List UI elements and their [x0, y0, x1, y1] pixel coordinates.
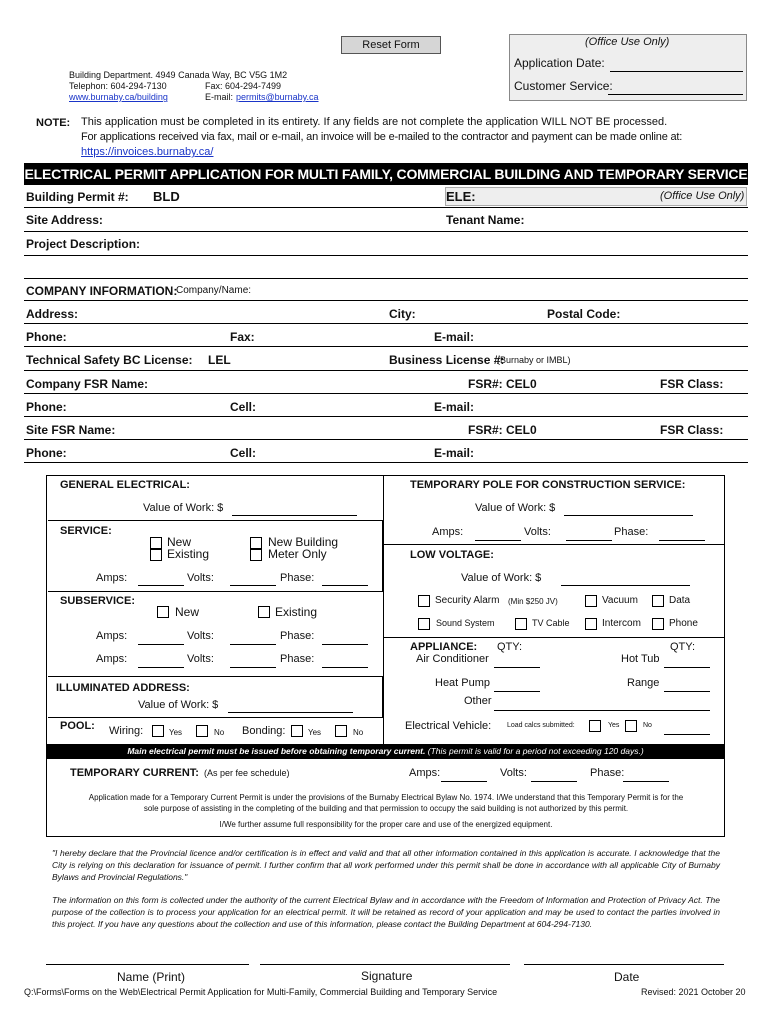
company-name-label: Company/Name: — [176, 285, 252, 296]
ele-office-use: (Office Use Only) — [660, 190, 745, 202]
other-field[interactable] — [494, 710, 710, 711]
temp-pole-phase-field[interactable] — [659, 540, 705, 541]
invoices-link[interactable]: https://invoices.burnaby.ca/ — [81, 146, 214, 158]
service-existing-checkbox[interactable] — [150, 549, 162, 561]
company-fsr-name-label: Company FSR Name: — [26, 377, 149, 391]
illuminated-value-label: Value of Work: $ — [138, 699, 219, 711]
name-print-field[interactable] — [46, 964, 249, 965]
wiring-no-label: No — [214, 728, 225, 737]
sub-phase-label-2: Phase: — [280, 653, 315, 665]
site-fsr-class-label: FSR Class: — [660, 423, 724, 437]
new-building-label: New Building — [268, 535, 339, 549]
sound-system-checkbox[interactable] — [418, 618, 430, 630]
date-label: Date — [614, 970, 640, 984]
wiring-no-checkbox[interactable] — [196, 725, 208, 737]
fsr-number-label: FSR#: CEL0 — [468, 377, 537, 391]
appliance-qty-label-2: QTY: — [670, 641, 696, 653]
illuminated-value-field[interactable] — [228, 712, 353, 713]
air-conditioner-label: Air Conditioner — [416, 653, 489, 665]
meter-only-label: Meter Only — [268, 547, 327, 561]
vacuum-label: Vacuum — [602, 595, 638, 606]
fsr-class-label: FSR Class: — [660, 377, 724, 391]
application-date-field[interactable] — [610, 71, 743, 72]
temp-pole-volts-label: Volts: — [524, 526, 551, 538]
data-checkbox[interactable] — [652, 595, 664, 607]
low-voltage-value-field[interactable] — [561, 585, 690, 586]
temp-current-phase-field[interactable] — [623, 781, 669, 782]
application-date-label: Application Date: — [514, 56, 605, 70]
building-permit-label: Building Permit #: — [26, 190, 129, 204]
temp-pole-amps-label: Amps: — [432, 526, 464, 538]
general-value-field[interactable] — [232, 515, 357, 516]
tsbc-license-label: Technical Safety BC License: — [26, 353, 193, 367]
service-volts-label: Volts: — [187, 572, 214, 584]
customer-service-label: Customer Service: — [514, 79, 613, 93]
security-alarm-label: Security Alarm — [435, 595, 500, 606]
website-link[interactable]: www.burnaby.ca/building — [69, 92, 168, 102]
temp-current-para-1: Application made for a Temporary Current Permit is under the provisions of the Burnaby Electrical Bylaw No. 1974. I/We understand that this Temporary Permit is for the — [88, 793, 684, 802]
low-voltage-heading: LOW VOLTAGE: — [410, 549, 494, 561]
company-info-heading: COMPANY INFORMATION: — [26, 284, 178, 298]
bonding-no-label: No — [353, 728, 364, 737]
heat-pump-qty-field[interactable] — [494, 691, 540, 692]
service-phase-label: Phase: — [280, 572, 315, 584]
service-new-checkbox[interactable] — [150, 537, 162, 549]
new-building-checkbox[interactable] — [250, 537, 262, 549]
sound-system-label: Sound System — [436, 618, 495, 628]
fsr-cell-label: Cell: — [230, 400, 257, 414]
banner-main-text: Main electrical permit must be issued before obtaining temporary current. — [127, 746, 426, 756]
fsr-email-label: E-mail: — [434, 400, 475, 414]
service-amps-field[interactable] — [138, 585, 184, 586]
bld-prefix: BLD — [153, 189, 180, 204]
business-license-note: (Burnaby or IMBL) — [497, 355, 571, 365]
temp-current-amps-label: Amps: — [409, 767, 441, 779]
dept-telephone: Telephon: 604-294-7130 — [69, 81, 167, 91]
sub-phase-label-1: Phase: — [280, 630, 315, 642]
footer-revised: Revised: 2021 October 20 — [641, 987, 746, 997]
service-amps-label: Amps: — [96, 572, 128, 584]
temp-current-volts-field[interactable] — [531, 781, 577, 782]
subservice-new-label: New — [175, 605, 200, 619]
other-label: Other — [464, 695, 492, 707]
temp-pole-amps-field[interactable] — [475, 540, 521, 541]
note-line-2: For applications received via fax, mail or e-mail, an invoice will be e-mailed to the contractor and payment can be made online at: — [81, 131, 683, 143]
privacy-text: The information on this form is collected under the authority of the current Electrical Bylaw and in accordance with the Freedom of Information and Protection of Privacy Act. The purpose of the collection is to process your application for an electrical permit. It will be retained as record of your application and may be used to contact the parties involved in this project. If you have any questions about the collection and use of this information, please contact the Building Department at 604-294-7130. — [52, 895, 720, 929]
meter-only-checkbox[interactable] — [250, 549, 262, 561]
project-description-label: Project Description: — [26, 237, 141, 251]
service-phase-field[interactable] — [322, 585, 368, 586]
load-calcs-yes-label: Yes — [608, 722, 620, 729]
dept-address: Building Department. 4949 Canada Way, BC V5G 1M2 — [69, 70, 288, 80]
temporary-current-heading: TEMPORARY CURRENT: — [70, 767, 199, 779]
pool-heading: POOL: — [60, 720, 95, 732]
temp-current-para-2: sole purpose of assisting in the completing of the building and that permission to occupy the said building is not authorized by this permit. — [143, 804, 629, 813]
email-label-company: E-mail: — [434, 330, 475, 344]
site-address-label: Site Address: — [26, 213, 103, 227]
wiring-yes-checkbox[interactable] — [152, 725, 164, 737]
sub-amps-field-2[interactable] — [138, 667, 184, 668]
customer-service-field[interactable] — [608, 94, 743, 95]
wiring-yes-label: Yes — [169, 728, 183, 737]
subservice-new-checkbox[interactable] — [157, 606, 169, 618]
sub-volts-field-2[interactable] — [230, 667, 276, 668]
reset-form-button[interactable]: Reset Form — [341, 36, 441, 54]
site-cell-label: Cell: — [230, 446, 257, 460]
fax-label: Fax: — [230, 330, 255, 344]
address-label: Address: — [26, 307, 79, 321]
signature-field[interactable] — [260, 964, 510, 965]
temp-current-phase-label: Phase: — [590, 767, 625, 779]
vacuum-checkbox[interactable] — [585, 595, 597, 607]
load-calcs-no-label: No — [643, 722, 652, 729]
subservice-heading: SUBSERVICE: — [60, 595, 135, 607]
temporary-current-banner — [46, 744, 725, 759]
temp-pole-heading: TEMPORARY POLE FOR CONSTRUCTION SERVICE: — [410, 479, 686, 491]
service-new-label: New — [167, 535, 192, 549]
temp-pole-value-field[interactable] — [564, 515, 693, 516]
ele-label: ELE: — [446, 189, 476, 204]
business-license-label: Business License #: — [389, 353, 505, 367]
site-email-label: E-mail: — [434, 446, 475, 460]
service-existing-label: Existing — [167, 547, 210, 561]
city-label: City: — [389, 307, 416, 321]
bonding-yes-label: Yes — [308, 728, 322, 737]
tv-cable-checkbox[interactable] — [515, 618, 527, 630]
sub-amps-label-2: Amps: — [96, 653, 128, 665]
intercom-checkbox[interactable] — [585, 618, 597, 630]
data-label: Data — [669, 595, 691, 606]
declaration-text: "I hereby declare that the Provincial licence and/or certification is in effect and valid and that all other information contained in this application is accurate. I acknowledge that the City is relying on this declaration for issuance of permit. I further confirm that all work performed under this permit shall be done in accordance with all applicable City of Burnaby Bylaws and Provincial Regulations." — [52, 848, 720, 882]
load-calcs-yes-checkbox[interactable] — [589, 720, 601, 732]
illuminated-address-heading: ILLUMINATED ADDRESS: — [56, 682, 190, 694]
name-print-label: Name (Print) — [117, 970, 186, 984]
signature-label: Signature — [361, 969, 413, 983]
site-fsr-number-label: FSR#: CEL0 — [468, 423, 537, 437]
lel-prefix: LEL — [208, 353, 231, 367]
dept-fax: Fax: 604-294-7499 — [205, 81, 282, 91]
heat-pump-label: Heat Pump — [435, 677, 491, 689]
footer-path: Q:\Forms\Forms on the Web\Electrical Permit Application for Multi-Family, Commercial Building and Temporary Service — [24, 987, 498, 997]
sub-volts-label-1: Volts: — [187, 630, 214, 642]
service-heading: SERVICE: — [60, 525, 112, 537]
temp-current-amps-field[interactable] — [441, 781, 487, 782]
date-field[interactable] — [524, 964, 724, 965]
hot-tub-qty-field[interactable] — [664, 667, 710, 668]
range-qty-field[interactable] — [664, 691, 710, 692]
sub-amps-field-1[interactable] — [138, 644, 184, 645]
sub-phase-field-2[interactable] — [322, 667, 368, 668]
load-calcs-no-checkbox[interactable] — [625, 720, 637, 732]
phone-label-lv: Phone — [669, 618, 698, 629]
general-electrical-heading: GENERAL ELECTRICAL: — [60, 479, 190, 491]
temp-pole-phase-label: Phase: — [614, 526, 649, 538]
bonding-no-checkbox[interactable] — [335, 725, 347, 737]
electrical-vehicle-qty-field[interactable] — [664, 734, 710, 735]
site-fsr-name-label: Site FSR Name: — [26, 423, 116, 437]
temporary-current-fee: (As per fee schedule) — [204, 768, 290, 778]
temp-current-para-3: I/We further assume full responsibility for the proper care and use of the energized equipment. — [219, 820, 553, 829]
form-title: ELECTRICAL PERMIT APPLICATION FOR MULTI FAMILY, COMMERCIAL BUILDING AND TEMPORARY SERVICE — [24, 163, 748, 185]
sub-amps-label-1: Amps: — [96, 630, 128, 642]
subservice-existing-label: Existing — [275, 605, 318, 619]
intercom-label: Intercom — [602, 618, 641, 629]
phone-checkbox[interactable] — [652, 618, 664, 630]
email-label: E-mail: — [205, 92, 234, 102]
wiring-label: Wiring: — [109, 725, 144, 737]
office-use-label: (Office Use Only) — [585, 36, 670, 48]
electrical-vehicle-label: Electrical Vehicle: — [405, 720, 492, 732]
bonding-yes-checkbox[interactable] — [291, 725, 303, 737]
note-label: NOTE: — [36, 117, 71, 129]
range-label: Range — [627, 677, 660, 689]
bonding-label: Bonding: — [242, 725, 286, 737]
temp-pole-value-label: Value of Work: $ — [475, 502, 556, 514]
site-phone-label: Phone: — [26, 446, 67, 460]
temp-current-volts-label: Volts: — [500, 767, 527, 779]
appliance-heading: APPLIANCE: — [410, 641, 478, 653]
fsr-phone-label: Phone: — [26, 400, 67, 414]
low-voltage-value-label: Value of Work: $ — [461, 572, 542, 584]
air-conditioner-qty-field[interactable] — [494, 667, 540, 668]
sub-phase-field-1[interactable] — [322, 644, 368, 645]
hot-tub-label: Hot Tub — [621, 653, 660, 665]
general-value-label: Value of Work: $ — [143, 502, 224, 514]
temp-pole-volts-field[interactable] — [566, 540, 612, 541]
tv-cable-label: TV Cable — [532, 618, 570, 628]
email-link[interactable]: permits@burnaby.ca — [236, 92, 319, 102]
phone-label: Phone: — [26, 330, 67, 344]
load-calcs-label: Load calcs submitted: — [507, 722, 575, 729]
service-volts-field[interactable] — [230, 585, 276, 586]
security-alarm-note: (Min $250 JV) — [508, 597, 558, 606]
banner-note-text: (This permit is valid for a period not exceeding 120 days.) — [427, 746, 644, 756]
note-line-1: This application must be completed in its entirety. If any fields are not complete the application WILL NOT BE processed. — [81, 116, 668, 128]
tenant-name-label: Tenant Name: — [446, 213, 525, 227]
sub-volts-field-1[interactable] — [230, 644, 276, 645]
appliance-qty-label-1: QTY: — [497, 641, 523, 653]
subservice-existing-checkbox[interactable] — [258, 606, 270, 618]
sub-volts-label-2: Volts: — [187, 653, 214, 665]
security-alarm-checkbox[interactable] — [418, 595, 430, 607]
postal-code-label: Postal Code: — [547, 307, 621, 321]
